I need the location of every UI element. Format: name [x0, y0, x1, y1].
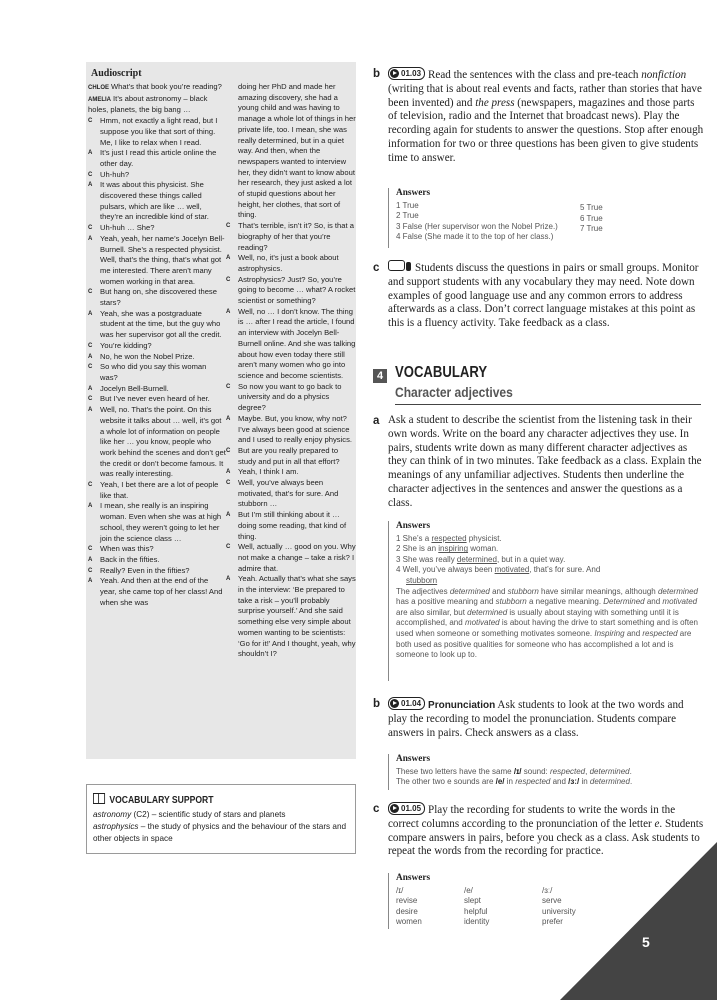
line-text: No, he won the Nobel Prize.	[100, 351, 195, 361]
note-text: stubborn	[495, 597, 527, 607]
note-text: is usually about staying with something until it is accomplished, and	[396, 607, 679, 628]
audioscript-line	[88, 94, 226, 116]
line-text: Back in the fifties.	[100, 554, 160, 564]
line-text: Uh-huh … She?	[100, 223, 155, 233]
speaker-label: A	[88, 235, 93, 242]
speaker-label: C	[226, 544, 231, 551]
phoneme-header: /ɪ/	[396, 885, 404, 895]
text: Students discuss the questions in pairs or small groups. Monitor and support students with any vocabulary they may need. Note down examples of good language use and any common errors to address afterwards as a class. Don’t correct language mistakes at this point as this is a fluency activity. Take feedback as a class.	[388, 262, 699, 330]
note-text: Determined	[603, 597, 645, 607]
answers-title: Answers	[396, 873, 431, 883]
audioscript-line	[226, 446, 356, 467]
speaker-label: C	[226, 223, 231, 230]
answer-underlined-word: determined	[456, 554, 497, 564]
line-text: But hang on, she discovered these stars?	[100, 287, 217, 308]
line-text: Hmm, not exactly a light read, but I suppose you like that sort of thing. Me, I like to relax when I read.	[100, 116, 218, 147]
pronunciation-label: Pronunciation	[428, 700, 496, 711]
note-text: has a positive meaning and	[396, 597, 496, 607]
answer-item: 5 True	[580, 203, 603, 212]
note-text: is about having the drive to start something and is often used when someone or something motivates someone.	[396, 618, 698, 638]
text: Play the recording for students to write the words in the correct columns according to the pronunciation of the letter	[388, 804, 676, 830]
audioscript-column-1	[88, 82, 226, 608]
line-text: Astrophysics? Just? So, you’re going to become … what? A rocket scientist or something?	[238, 274, 356, 306]
phoneme-word: women	[396, 917, 422, 927]
exercise-c-pronunciation-instructions	[388, 802, 704, 859]
vocabulary-word: astronomy	[93, 810, 132, 819]
answers-phoneme-table	[396, 886, 626, 928]
audioscript-line	[226, 82, 356, 221]
note-text: are also similar, but	[396, 607, 468, 617]
phoneme-word: revise	[396, 896, 418, 906]
audioscript-line	[226, 542, 356, 574]
answer-underlined-word: respected	[431, 533, 467, 543]
line-text: But I’ve never even heard of her.	[100, 394, 210, 404]
phoneme-word: university	[542, 906, 576, 916]
answer-item: 4 False (She made it to the top of her class.)	[396, 232, 554, 242]
line-text: It’s just I read this article online the other day.	[100, 148, 217, 168]
play-icon	[390, 699, 399, 708]
phoneme-word: desire	[396, 906, 418, 916]
answer-text: physicist.	[466, 533, 502, 543]
section-title: VOCABULARY	[395, 364, 488, 381]
line-text: Yeah, she was a postgraduate student at the time, but the guy who was her supervisor got all the credit.	[100, 308, 222, 340]
speaker-label: C	[88, 289, 93, 296]
answers-box-b-pronunciation	[388, 754, 704, 790]
audioscript-line	[226, 275, 356, 307]
phoneme-word: helpful	[464, 906, 488, 916]
speaker-label: A	[226, 469, 231, 476]
answer-text: , but in a quiet way.	[496, 554, 566, 564]
exercise-letter-a: a	[373, 415, 380, 427]
answer-item: 6 True	[580, 213, 603, 223]
line-text: Yeah. Actually that’s what she says in the interview: ‘Be prepared to take a risk – you’ll probably surprise yourself.’ And she said something else very simple about women wanting to be scientists: ‘Go for it!’ And I thought, yeah, why shouldn’t I?	[238, 574, 356, 659]
answers-box-c-pronunciation	[388, 873, 626, 929]
audioscript-line	[88, 576, 226, 608]
answer-text: 1 She’s a	[396, 533, 432, 543]
play-icon	[390, 804, 399, 813]
audioscript-line	[226, 253, 356, 274]
audioscript-line	[88, 234, 226, 288]
speaker-label: C	[88, 482, 93, 489]
answer-item: 1 True	[396, 200, 419, 210]
audioscript-title: Audioscript	[91, 68, 142, 79]
line-text: It was about this physicist. She discovered these things called pulsars, which are like … well, they’re an incredible kind of star.	[100, 180, 209, 222]
audio-track-badge[interactable]	[388, 697, 425, 710]
line-text: Well, no. That’s the point. On this website it talks about … well, it’s got a whole lot of information on people like her … you know, people who work behind the scenes and don’t get the credit or don’t become famous. It was really interesting.	[100, 405, 226, 479]
audioscript-line	[88, 405, 226, 480]
vocabulary-support-box	[86, 784, 356, 854]
answer-underlined-word: stubborn	[406, 575, 438, 585]
answer-item: 2 True	[396, 211, 419, 221]
audioscript-line	[88, 394, 226, 405]
vocabulary-entry	[93, 809, 349, 821]
vocabulary-level: (C2)	[133, 810, 150, 819]
section-divider	[395, 404, 701, 405]
audioscript-line	[226, 414, 356, 446]
line-text: Well, actually … good on you. Why not make a change – take a risk? I admire that.	[238, 542, 356, 573]
line-text: Maybe. But, you know, why not? I’ve always been good at science and I used to really enjoy physics.	[238, 413, 352, 445]
audioscript-line	[226, 382, 356, 414]
audioscript-line	[88, 180, 226, 223]
audioscript-line	[88, 309, 226, 341]
line-text: doing her PhD and made her amazing discovery, she had a young child and was having to manage a whole lot of things in her private life, too. I mean, she was really determined, but in a quiet way. And then, when the newspapers wanted to interview her, they didn’t want to know about her research, they just asked a lot of stupid questions about her height, her clothes, that sort of thing.	[238, 82, 356, 220]
line-text: I mean, she really is an inspiring woman. Even when she was at high school, they weren’t going to let her join the science class …	[100, 501, 222, 543]
speaker-label: C	[88, 567, 93, 574]
answers-title: Answers	[396, 521, 431, 531]
line-text: But I’m still thinking about it … doing some reading, that kind of thing.	[238, 510, 347, 541]
text: Read the sentences with the class and pre-teach	[428, 69, 642, 81]
note-text: are both used as positive qualities for someone who has accomplished a lot and is someone to look up to.	[396, 628, 692, 660]
line-text: So now you want to go back to university and do a physics degree?	[238, 381, 342, 413]
exercise-a-instructions: Ask a student to describe the scientist from the listening task in their own words. Write on the board any character adjectives they use. In pairs, students write down as many different character adjectives as they can think of in two minutes. Take feedback as a class. Explain the meanings of any unfamiliar adjectives. Students then underline the character adjectives in the sentences and answer the questions as a class.	[388, 414, 702, 509]
speaker-label: C	[88, 225, 93, 232]
note-text: motivated	[662, 597, 698, 607]
book-icon	[93, 793, 105, 804]
vocabulary-support-header	[93, 793, 313, 806]
answer-item	[396, 555, 704, 566]
audioscript-line	[88, 566, 226, 577]
audioscript-column-2	[226, 82, 356, 660]
phoneme-header: /e/	[464, 885, 473, 895]
speaker-label: A	[88, 150, 93, 157]
answer-item	[396, 544, 704, 555]
speaker-label: A	[226, 415, 231, 422]
line-text: Well, you’ve always been motivated, that’s for sure. And stubborn …	[238, 478, 339, 509]
line-text: Uh-huh?	[100, 169, 130, 179]
speaker-label: C	[88, 171, 93, 178]
line-text: Yeah, yeah, her name’s Jocelyn Bell-Burnell. She’s a respected physicist. Well, that’s the thing, that’s what got me interested. There aren’t many women working in that area.	[100, 233, 225, 286]
text: (newspapers, magazines and those parts of television, radio and the Internet that broadcast news). Play the recording again for students to answer the questions. Stop after enough information for two or three questions has been given to give students time to answer.	[388, 96, 704, 164]
phoneme-header: /ɜː/	[542, 885, 553, 895]
speaker-label: A	[88, 310, 93, 317]
speech-bubble-icon	[388, 260, 405, 271]
answer-text: 4 Well, you’ve always been	[396, 565, 495, 575]
track-number: 01.03	[401, 68, 422, 78]
track-number: 01.04	[401, 698, 422, 708]
audioscript-line	[88, 384, 226, 395]
speaker-label: A	[88, 182, 93, 189]
exercise-c-instructions	[388, 260, 704, 331]
exercise-letter-b-pronunciation: b	[373, 698, 381, 710]
track-number: 01.05	[401, 803, 422, 813]
answer-item	[396, 565, 704, 576]
speaker-label: A	[88, 407, 93, 414]
audioscript-box	[86, 62, 356, 759]
line-text: Well, no … I don’t know. The thing is … after I read the article, I found an interview with Jocelyn Bell-Burnell online. And she was talking about how even today there still aren’t many women who go into science and become scientists.	[238, 306, 356, 380]
speaker-label: AMELIA	[88, 96, 111, 103]
exercise-b-instructions	[388, 67, 704, 166]
audioscript-line	[88, 223, 226, 234]
page-number: 5	[642, 934, 650, 950]
answer-text: woman.	[468, 544, 499, 554]
note-text: The adjectives	[396, 586, 450, 596]
answer-item	[396, 534, 704, 545]
line-text: Yeah, I think I am.	[238, 467, 299, 477]
speaker-label: A	[88, 353, 93, 360]
vocabulary-word: astrophysics	[93, 822, 139, 831]
note-text: and	[624, 628, 643, 638]
speaker-label: C	[226, 276, 231, 283]
line-text: When was this?	[100, 544, 154, 554]
note-text: respected	[642, 628, 678, 638]
audioscript-line	[226, 478, 356, 510]
audioscript-line	[226, 307, 356, 382]
audioscript-line	[88, 287, 226, 308]
audioscript-line	[88, 116, 226, 148]
speaker-label: A	[226, 308, 231, 315]
section-subtitle: Character adjectives	[395, 384, 513, 400]
audioscript-line	[226, 510, 356, 542]
line-text: Well, no, it’s just a book about astrophysics.	[238, 253, 339, 273]
note-text: determined	[657, 586, 698, 596]
term: e	[654, 817, 660, 830]
speaker-label: A	[88, 503, 93, 510]
speaker-label: A	[88, 556, 93, 563]
line-text: Really? Even in the fifties?	[100, 565, 190, 575]
note-text: and	[489, 586, 508, 596]
speaker-label: A	[226, 512, 231, 519]
speaker-label: A	[226, 255, 231, 262]
note-text: determined	[449, 586, 490, 596]
speaker-label: C	[88, 396, 93, 403]
line-text: That’s terrible, isn’t it? So, is that a biography of her that you’re reading?	[238, 221, 354, 252]
answers-title: Answers	[396, 754, 431, 764]
line-text: Yeah, I bet there are a lot of people like that.	[100, 480, 219, 500]
speaker-label: C	[226, 383, 231, 390]
answer-text: , that’s for sure. And	[529, 565, 601, 575]
audioscript-line	[226, 574, 356, 660]
text: (writing that is about real events and facts, rather than stories that have been invented) and	[388, 82, 702, 109]
note-text: stubborn	[507, 586, 539, 596]
audioscript-line	[88, 82, 226, 94]
phoneme-word: identity	[464, 917, 490, 927]
vocabulary-support-entries	[93, 809, 349, 845]
line-text: What’s that book you’re reading?	[111, 82, 222, 91]
answer-underlined-word: motivated	[494, 565, 530, 575]
answers-title: Answers	[396, 188, 431, 198]
phoneme-word: serve	[542, 896, 562, 906]
speaker-label: C	[226, 447, 231, 454]
answers-box-a	[388, 521, 704, 681]
play-icon	[390, 69, 399, 78]
exercise-letter-c-pronunciation: c	[373, 803, 380, 815]
answers-note	[396, 587, 704, 661]
note-text: a negative meaning.	[526, 597, 604, 607]
speaker-label: CHLOE	[88, 85, 109, 91]
audioscript-line	[88, 148, 226, 169]
line-text: Yeah. And then at the end of the year, she came top of her class! And when she was	[100, 576, 223, 607]
speaker-label: C	[88, 546, 93, 553]
audioscript-line	[88, 501, 226, 544]
vocabulary-entry	[93, 821, 349, 845]
note-text: and	[644, 597, 663, 607]
answer-underlined-word: inspiring	[438, 544, 469, 554]
term: nonfiction	[641, 69, 687, 81]
phoneme-word: slept	[464, 896, 481, 906]
answers-list-right	[580, 203, 603, 235]
audioscript-line	[88, 352, 226, 363]
audio-track-badge[interactable]	[388, 67, 425, 80]
text: . Students compare answers in pairs, before you check as a class. Ask students to repeat the words from the recording for practice.	[388, 817, 704, 858]
exercise-letter-b: b	[373, 68, 381, 80]
audioscript-line	[88, 555, 226, 566]
speaker-label: C	[226, 480, 231, 487]
vocabulary-support-title: VOCABULARY SUPPORT	[109, 795, 214, 806]
line-text: You’re kidding?	[100, 340, 152, 350]
note-text: motivated	[464, 618, 500, 628]
line-text: But are you really prepared to study and put in all that effort?	[238, 445, 340, 466]
exercise-b-pronunciation-instructions	[388, 697, 704, 740]
line-text: Jocelyn Bell-Burnell.	[100, 383, 169, 393]
line-text: So who did you say this woman was?	[100, 362, 207, 382]
speaker-icon	[406, 262, 411, 271]
note-text: determined	[467, 607, 508, 617]
vocabulary-definition: – scientific study of stars and planets	[151, 810, 286, 819]
audioscript-line	[226, 467, 356, 478]
speaker-label: C	[88, 118, 93, 125]
speaker-label: C	[88, 342, 93, 349]
note-text: have similar meanings, although	[538, 586, 658, 596]
audioscript-line	[88, 170, 226, 181]
audioscript-line	[88, 341, 226, 352]
audioscript-line	[226, 221, 356, 253]
audioscript-line	[88, 362, 226, 383]
speaker-label: C	[88, 364, 93, 371]
text: Ask students to look at the two words and play the recording to model the pronunciation. Students compare answers in pairs. Check answers as a class.	[388, 699, 684, 739]
answer-item: 7 True	[580, 224, 603, 234]
speaker-label: A	[88, 385, 93, 392]
exercise-letter-c: c	[373, 262, 380, 274]
phoneme-word: prefer	[542, 917, 563, 927]
answer-line-2: The other two e sounds are /e/ in respected and /ɜː/ in determined.	[396, 777, 633, 787]
answer-line-1: These two letters have the same /ɪ/ sound: respected, determined.	[396, 766, 632, 776]
audioscript-line	[88, 544, 226, 555]
vocabulary-definition: – the study of physics and the behaviour of the stars and other objects in space	[93, 822, 347, 843]
answer-text: 3 She was really	[396, 554, 457, 564]
speaker-label: A	[226, 576, 231, 583]
section-number: 4	[373, 369, 387, 383]
speaker-label: A	[88, 578, 93, 585]
answer-text: 2 She is an	[396, 544, 439, 554]
note-text: Inspiring	[594, 628, 625, 638]
answer-item: 3 False (Her supervisor won the Nobel Prize.)	[396, 221, 558, 231]
answers-list	[396, 534, 704, 576]
audioscript-line	[88, 480, 226, 501]
term: the press	[475, 96, 515, 109]
audio-track-badge[interactable]	[388, 802, 425, 815]
line-text: It’s about astronomy – black holes, planets, the big bang …	[88, 93, 208, 115]
